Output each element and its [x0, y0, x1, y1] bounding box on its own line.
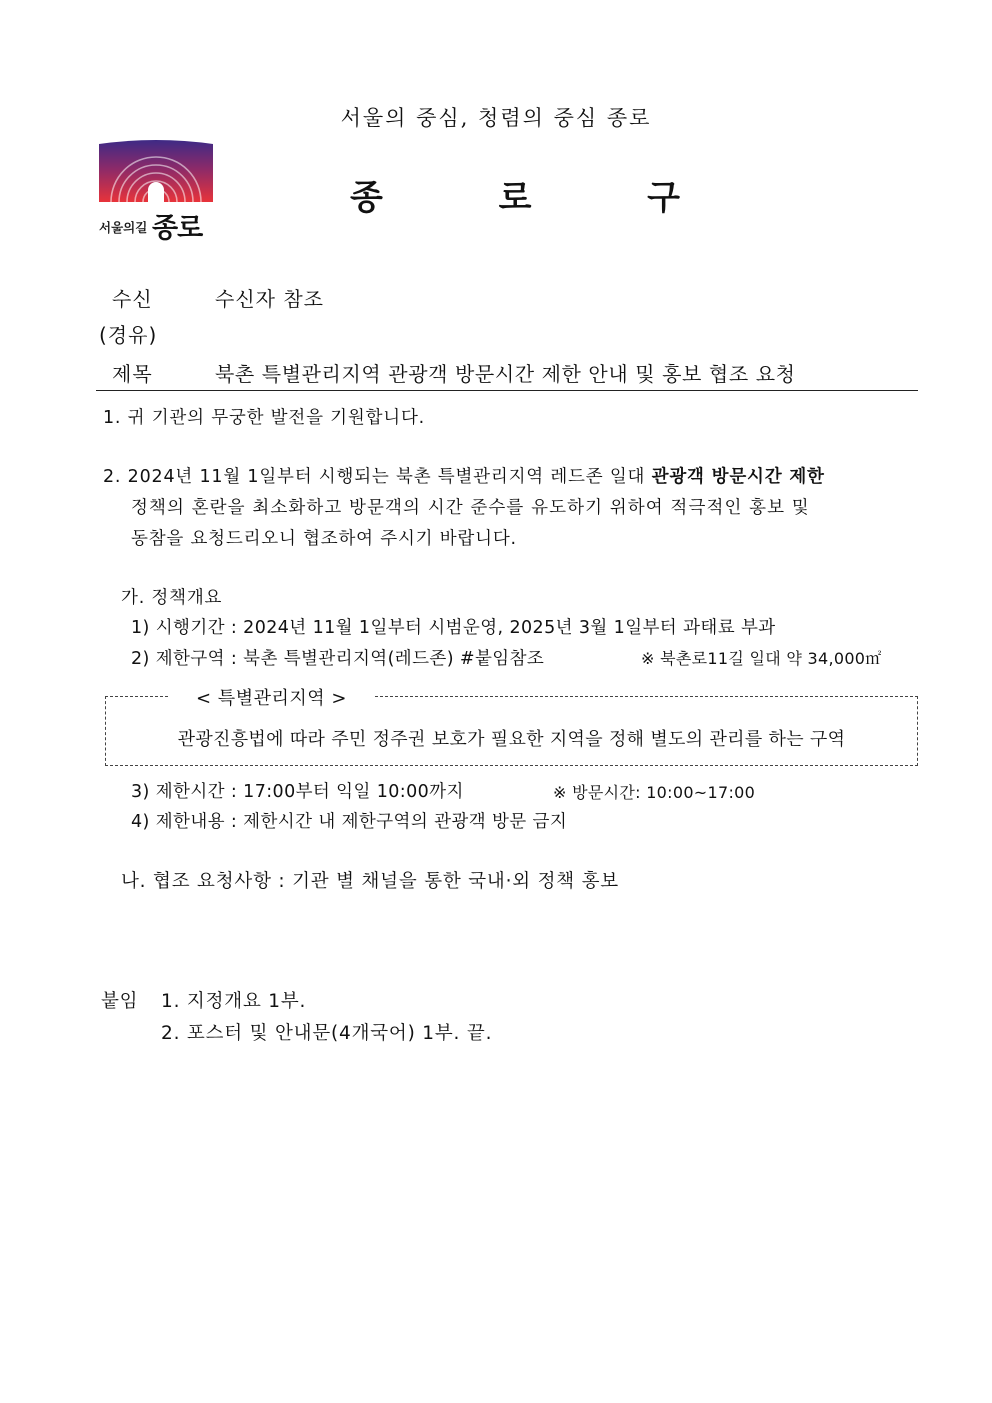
attachment-item: 2. 포스터 및 안내문(4개국어) 1부. 끝.: [161, 1023, 493, 1044]
logo-small-text: 서울의길: [99, 220, 148, 235]
paragraph-2-emphasis: 관광객 방문시간 제한: [651, 467, 825, 487]
policy-item-1: 1) 시행기간 : 2024년 11월 1일부터 시범운영, 2025년 3월 1일부터 과태료 부과: [131, 618, 776, 638]
attachments-label: 붙임: [101, 991, 139, 1012]
org-char: 종: [350, 178, 383, 218]
policy-item-2-note: ※ 북촌로11길 일대 약 34,000㎡: [641, 649, 882, 668]
policy-item-2: 2) 제한구역 : 북촌 특별관리지역(레드존) #붙임참조: [131, 649, 545, 669]
section-a-heading: 가. 정책개요: [121, 588, 223, 608]
paragraph-2-text: 2. 2024년 11월 1일부터 시행되는 북촌 특별관리지역 레드존 일대: [103, 467, 646, 487]
logo-emblem: [99, 138, 213, 204]
recipient-label: 수신: [112, 287, 153, 311]
recipient-value: 수신자 참조: [215, 287, 324, 311]
slogan: 서울의 중심, 청렴의 중심 종로: [340, 106, 652, 130]
subject-label: 제목: [112, 362, 153, 386]
subject-value: 북촌 특별관리지역 관광객 방문시간 제한 안내 및 홍보 협조 요청: [215, 362, 796, 386]
paragraph-2-line-3: 동참을 요청드리오니 협조하여 주시기 바랍니다.: [131, 529, 517, 549]
attachment-item: 1. 지정개요 1부.: [161, 991, 307, 1012]
subject-divider: [96, 390, 918, 391]
policy-item-3-note: ※ 방문시간: 10:00~17:00: [553, 783, 756, 802]
special-zone-definition: 관광진흥법에 따라 주민 정주권 보호가 필요한 지역을 정해 별도의 관리를 하는 구역: [177, 729, 846, 750]
paragraph-2-line-2: 정책의 혼란을 최소화하고 방문객의 시간 준수를 유도하기 위하여 적극적인 홍보 및: [131, 498, 810, 518]
jongno-logo: [99, 138, 213, 250]
paragraph-1: 1. 귀 기관의 무궁한 발전을 기원합니다.: [103, 408, 426, 428]
via-label: (경유): [99, 323, 158, 347]
policy-item-3: 3) 제한시간 : 17:00부터 익일 10:00까지: [131, 782, 464, 802]
paragraph-2-line-1: [103, 463, 825, 488]
section-b-heading: 나. 협조 요청사항 : 기관 별 채널을 통한 국내·외 정책 홍보: [121, 871, 619, 892]
logo-big-text: 종로: [152, 213, 203, 244]
org-char: 로: [498, 178, 532, 218]
org-char: 구: [647, 178, 680, 218]
organization-name: [350, 170, 680, 219]
special-zone-title: < 특별관리지역 >: [168, 684, 375, 710]
policy-item-4: 4) 제한내용 : 제한시간 내 제한구역의 관광객 방문 금지: [131, 812, 568, 832]
